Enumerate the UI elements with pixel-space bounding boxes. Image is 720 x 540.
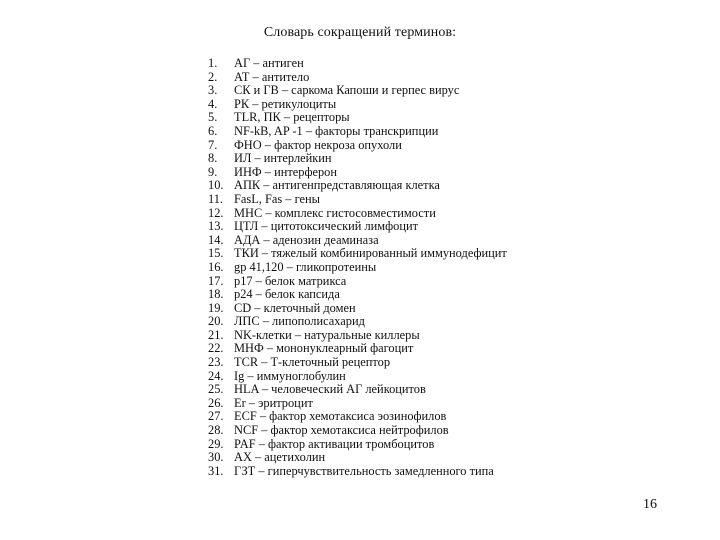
abbreviation-definition: TLR, ПК – рецепторы: [234, 110, 350, 125]
abbreviation-item: [208, 193, 507, 207]
item-number: 8.: [208, 151, 218, 166]
abbreviation-item: [208, 152, 507, 166]
abbreviation-item: [208, 207, 507, 221]
item-number: 26.: [208, 395, 224, 410]
item-number: 3.: [208, 83, 218, 98]
abbreviation-definition: Er – эритроцит: [234, 395, 313, 410]
abbreviation-item: [208, 370, 507, 384]
abbreviation-definition: РК – ретикулоциты: [234, 96, 337, 111]
item-number: 31.: [208, 463, 224, 478]
abbreviation-item: [208, 261, 507, 275]
abbreviation-item: [208, 234, 507, 248]
item-number: 22.: [208, 341, 224, 356]
abbreviation-list: [208, 57, 507, 478]
item-number: 12.: [208, 205, 224, 220]
abbreviation-item: [208, 302, 507, 316]
item-number: 21.: [208, 327, 224, 342]
abbreviation-definition: АХ – ацетихолин: [234, 450, 326, 465]
abbreviation-item: [208, 247, 507, 261]
abbreviation-definition: ФНО – фактор некроза опухоли: [234, 137, 402, 152]
abbreviation-definition: АТ – антитело: [234, 69, 310, 84]
abbreviation-definition: ИЛ – интерлейкин: [234, 151, 332, 166]
page-number: 16: [643, 497, 657, 512]
abbreviation-definition: p24 – белок капсида: [234, 287, 340, 302]
abbreviation-definition: АДА – аденозин деаминаза: [234, 232, 379, 247]
abbreviation-definition: HLA – человеческий АГ лейкоцитов: [234, 382, 426, 397]
abbreviation-item: [208, 71, 507, 85]
item-number: 23.: [208, 355, 224, 370]
abbreviation-item: [208, 451, 507, 465]
item-number: 27.: [208, 409, 224, 424]
abbreviation-definition: FasL, Fas – гены: [234, 191, 320, 206]
abbreviation-definition: МНФ – мононуклеарный фагоцит: [234, 341, 414, 356]
item-number: 4.: [208, 96, 218, 111]
abbreviation-item: [208, 438, 507, 452]
abbreviation-definition: NCF – фактор хемотаксиса нейтрофилов: [234, 423, 449, 438]
abbreviation-definition: NF-kB, AP -1 – факторы транскрипции: [234, 123, 439, 138]
page-title: Словарь сокращений терминов:: [263, 25, 457, 40]
item-number: 16.: [208, 259, 224, 274]
abbreviation-definition: ИНФ – интерферон: [234, 164, 337, 179]
item-number: 30.: [208, 450, 224, 465]
abbreviation-item: [208, 98, 507, 112]
item-number: 29.: [208, 436, 224, 451]
item-number: 2.: [208, 69, 218, 84]
abbreviation-item: [208, 84, 507, 98]
item-number: 10.: [208, 178, 224, 193]
item-number: 24.: [208, 368, 224, 383]
item-number: 5.: [208, 110, 218, 125]
item-number: 13.: [208, 219, 224, 234]
abbreviation-item: [208, 125, 507, 139]
item-number: 6.: [208, 123, 218, 138]
abbreviation-item: [208, 166, 507, 180]
abbreviation-item: [208, 383, 507, 397]
item-number: 15.: [208, 246, 224, 261]
item-number: 20.: [208, 314, 224, 329]
abbreviation-item: [208, 139, 507, 153]
abbreviation-item: [208, 356, 507, 370]
abbreviation-definition: p17 – белок матрикса: [234, 273, 347, 288]
abbreviation-item: [208, 111, 507, 125]
abbreviation-item: [208, 315, 507, 329]
abbreviation-definition: NK-клетки – натуральные киллеры: [234, 327, 420, 342]
abbreviation-item: [208, 342, 507, 356]
abbreviation-definition: АГ – антиген: [234, 56, 304, 70]
item-number: 19.: [208, 300, 224, 315]
abbreviation-item: [208, 57, 507, 71]
abbreviation-definition: PAF – фактор активации тромбоцитов: [234, 436, 435, 451]
abbreviation-item: [208, 275, 507, 289]
abbreviation-definition: TCR – Т-клеточный рецептор: [234, 355, 391, 370]
item-number: 7.: [208, 137, 218, 152]
item-number: 9.: [208, 164, 218, 179]
abbreviation-item: [208, 397, 507, 411]
abbreviation-definition: ЛПС – липополисахарид: [234, 314, 365, 329]
abbreviation-item: [208, 179, 507, 193]
item-number: 25.: [208, 382, 224, 397]
abbreviation-definition: МНС – комплекс гистосовместимости: [234, 205, 436, 220]
item-number: 14.: [208, 232, 224, 247]
abbreviation-definition: Ig – иммуноглобулин: [234, 368, 346, 383]
item-number: 28.: [208, 423, 224, 438]
item-number: 18.: [208, 287, 224, 302]
abbreviation-definition: ЦТЛ – цитотоксический лимфоцит: [234, 219, 419, 234]
abbreviation-definition: ГЗТ – гиперчувствительность замедленного типа: [234, 463, 494, 478]
abbreviation-item: [208, 329, 507, 343]
abbreviation-item: [208, 220, 507, 234]
abbreviation-item: [208, 465, 507, 479]
abbreviation-definition: СК и ГВ – саркома Капоши и герпес вирус: [234, 83, 460, 98]
abbreviation-definition: ECF – фактор хемотаксиса эозинофилов: [234, 409, 447, 424]
abbreviation-definition: АПК – антигенпредставляющая клетка: [234, 178, 440, 193]
item-number: 17.: [208, 273, 224, 288]
abbreviation-definition: ТКИ – тяжелый комбинированный иммунодефицит: [234, 246, 507, 261]
abbreviation-definition: gp 41,120 – гликопротеины: [234, 259, 377, 274]
abbreviation-item: [208, 288, 507, 302]
abbreviation-item: [208, 410, 507, 424]
abbreviation-item: [208, 424, 507, 438]
item-number: 1.: [208, 56, 218, 70]
abbreviation-definition: CD – клеточный домен: [234, 300, 356, 315]
item-number: 11.: [208, 191, 224, 206]
